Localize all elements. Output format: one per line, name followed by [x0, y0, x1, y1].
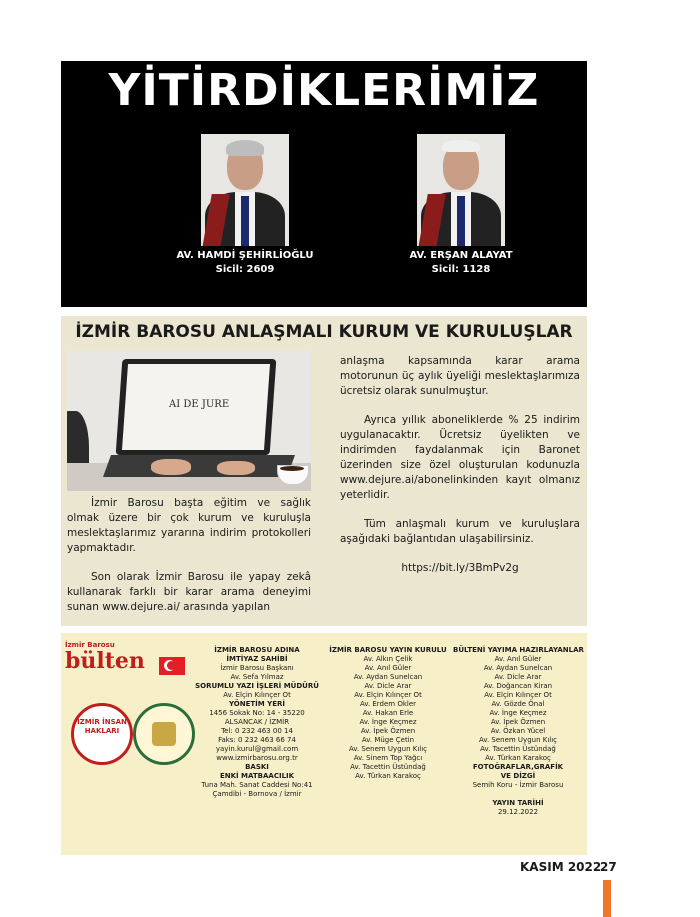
person-sicil: Sicil: 2609	[215, 264, 275, 275]
accent-bar	[603, 880, 611, 917]
masthead-heading: VE DİZGİ	[500, 772, 536, 780]
masthead-line: Av. Alkın Çelik	[363, 655, 413, 663]
bar-association-seal	[133, 703, 195, 765]
masthead-heading: FOTOĞRAFLAR,GRAFİK	[472, 763, 564, 771]
masthead	[61, 633, 587, 855]
logo-big-text: bülten	[65, 648, 145, 674]
paragraph: Son olarak İzmir Barosu ile yapay zekâ kullanarak farklı bir karar arama deneyimi sunan www.dejure.ai/ arasında yapılan	[67, 571, 311, 613]
masthead-line: www.izmirbarosu.org.tr	[216, 754, 298, 762]
masthead-line: Av. Sefa Yılmaz	[230, 673, 284, 681]
right-column	[340, 354, 580, 590]
masthead-line: Av. Müge Çetin	[361, 736, 415, 744]
memorial-section	[61, 61, 587, 307]
masthead-line: Av. Türkan Karakoç	[485, 754, 551, 762]
masthead-heading: SORUMLU YAZI İŞLERİ MÜDÜRÜ	[195, 682, 319, 690]
masthead-line: Av. Senem Uygun Kılıç	[348, 745, 428, 753]
masthead-heading: BASKI	[245, 763, 269, 771]
left-column	[67, 496, 311, 629]
person-sicil: Sicil: 1128	[431, 264, 491, 275]
masthead-heading: İZMİR BAROSU YAYIN KURULU	[329, 646, 447, 654]
masthead-line: Av. Tacettin Üstündağ	[480, 745, 556, 753]
masthead-line	[453, 790, 583, 799]
logo-small-text: İzmir Barosu	[65, 641, 115, 649]
masthead-line: Av. Senem Uygun Kılıç	[478, 736, 558, 744]
masthead-line: İzmir Barosu Başkanı	[220, 664, 294, 672]
masthead-line: Tel: 0 232 463 00 14	[221, 727, 293, 735]
person-card	[145, 134, 345, 275]
agreement-section	[61, 316, 587, 626]
paragraph: Ayrıca yıllık aboneliklerde % 25 indirim uygulanacaktır. Ücretsiz üyelikten ve indirimden faydalanmak için Baronet üzerinden size özel oluşturulan kodunuzla www.dejure.ai/abonelinkinden kayıt olmanız yeterlidir.	[340, 414, 580, 501]
masthead-line: Av. İpek Özmen	[360, 727, 416, 735]
masthead-line: Av. İpek Özmen	[490, 718, 546, 726]
masthead-line: 1456 Sokak No: 14 - 35220	[209, 709, 305, 717]
memorial-title: YİTİRDİKLERİMİZ	[108, 65, 540, 116]
preparers-column	[453, 646, 583, 817]
masthead-line: Av. Dicle Arar	[364, 682, 412, 690]
masthead-line: Av. Tacettin Üstündağ	[350, 763, 426, 771]
badge-text: HAKLARI	[84, 727, 120, 735]
masthead-line: Av. Aydan Sunelcan	[483, 664, 553, 672]
masthead-line: Av. Elçin Kılınçer Ot	[354, 691, 422, 699]
masthead-line: Av. Dicle Arar	[494, 673, 542, 681]
paragraph: İzmir Barosu başta eğitim ve sağlık olmak üzere bir çok kurum ve kuruluşla meslektaşlarımız yararına indirim protokolleri yapmaktadır.	[67, 497, 311, 554]
masthead-line: Av. Aydan Sunelcan	[353, 673, 423, 681]
masthead-line: Çamdibi - Bornova / İzmir	[212, 790, 302, 798]
paragraph: Tüm anlaşmalı kurum ve kuruluşlara aşağıdaki bağlantıdan ulaşabilirsiniz.	[340, 518, 580, 545]
human-rights-badge	[71, 703, 133, 765]
masthead-line: Av. Gözde Önal	[491, 700, 545, 708]
portrait-photo	[417, 134, 505, 246]
badge-text: İZMİR İNSAN	[77, 718, 127, 726]
editorial-board-column	[323, 646, 453, 781]
masthead-line: Av. Elçin Kılınçer Ot	[484, 691, 552, 699]
masthead-line: Semih Koru - İzmir Barosu	[472, 781, 564, 789]
laptop-photo	[67, 351, 311, 491]
person-name: AV. ERŞAN ALAYAT	[409, 250, 513, 261]
masthead-heading: İMTİYAZ SAHİBİ	[226, 655, 288, 663]
masthead-line: Av. Erdem Okler	[359, 700, 417, 708]
issue-date: KASIM 2022	[520, 860, 602, 874]
masthead-line: Av. Anıl Güler	[494, 655, 542, 663]
masthead-line: 29.12.2022	[497, 808, 539, 816]
masthead-line: Av. İnge Keçmez	[489, 709, 547, 717]
masthead-line: Av. Türkan Karakoç	[355, 772, 421, 780]
masthead-heading: İZMİR BAROSU ADINA	[214, 646, 300, 654]
masthead-line: Av. Sinem Top Yağcı	[353, 754, 423, 762]
masthead-line: Av. Anıl Güler	[364, 664, 412, 672]
publisher-info-column	[191, 646, 323, 799]
turkish-flag-icon	[159, 657, 185, 675]
masthead-line: Av. Elçin Kılınçer Ot	[223, 691, 291, 699]
bulten-logo	[65, 641, 205, 672]
agreement-title: İZMİR BAROSU ANLAŞMALI KURUM VE KURULUŞLAR	[75, 322, 573, 342]
masthead-heading: YÖNETİM YERİ	[228, 700, 286, 708]
masthead-heading: BÜLTENİ YAYIMA HAZIRLAYANLAR	[453, 646, 584, 654]
masthead-line: Av. Özkan Yücel	[490, 727, 546, 735]
person-card	[361, 134, 561, 275]
agreements-link[interactable]: https://bit.ly/3BmPv2g	[401, 562, 519, 574]
masthead-line: Av. Doğancan Kiran	[483, 682, 553, 690]
masthead-heading: ENKİ MATBAACILIK	[219, 772, 295, 780]
dejure-logo: AI DE JURE	[169, 399, 230, 410]
masthead-line: Av. İnge Keçmez	[359, 718, 417, 726]
portrait-photo	[201, 134, 289, 246]
masthead-heading: YAYIN TARİHİ	[492, 799, 544, 807]
page-number: 27	[600, 860, 617, 874]
masthead-line: Av. Hakan Erle	[362, 709, 414, 717]
masthead-line: Tuna Mah. Sanat Caddesi No:41	[201, 781, 313, 789]
masthead-line: Faks: 0 232 463 66 74	[218, 736, 296, 744]
masthead-line: ALSANCAK / İZMİR	[224, 718, 290, 726]
masthead-line: yayin.kurul@gmail.com	[215, 745, 299, 753]
person-name: AV. HAMDİ ŞEHİRLİOĞLU	[176, 250, 314, 261]
paragraph: anlaşma kapsamında karar arama motorunun üç aylık üyeliği meslektaşlarımıza ücretsiz olarak sunulmuştur.	[340, 355, 580, 397]
